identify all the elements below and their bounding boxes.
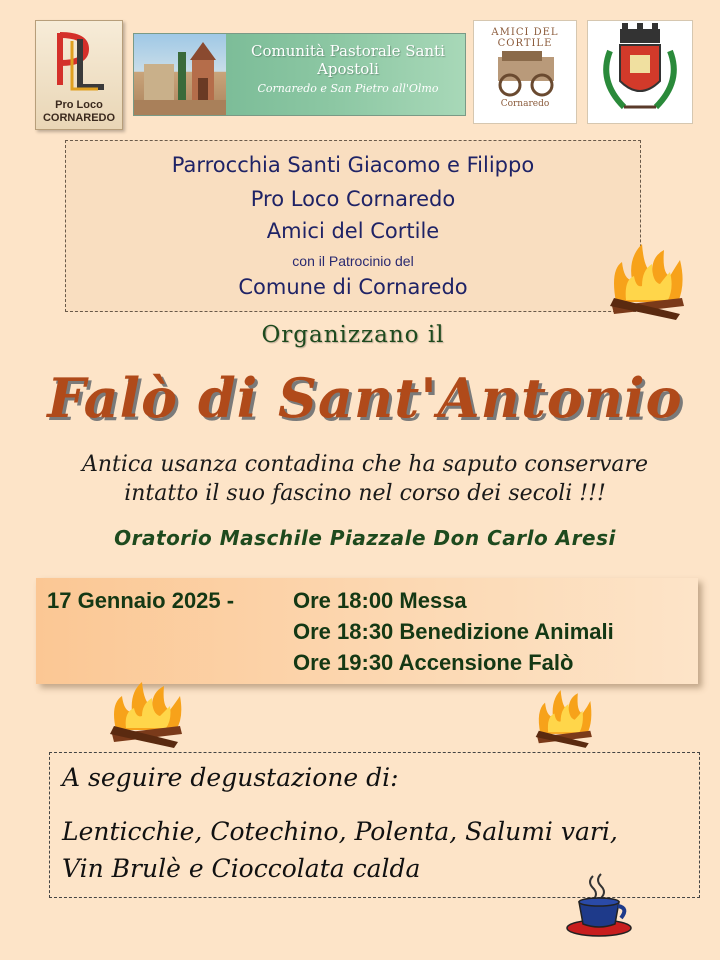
schedule-item: Ore 19:30 Accensione Falò	[293, 650, 574, 675]
comunita-pastorale-banner	[133, 33, 466, 116]
coffee-cup-icon	[563, 872, 633, 938]
banner-title: Comunità Pastorale Santi Apostoli	[251, 42, 445, 78]
bonfire-icon	[531, 686, 595, 752]
tasting-line-1: Lenticchie, Cotechino, Polenta, Salumi vari,	[62, 817, 618, 846]
amici-del-cortile-logo	[473, 20, 577, 124]
schedule-box	[36, 578, 698, 684]
tasting-line-2: Vin Brulè e Cioccolata calda	[62, 854, 421, 883]
bonfire-icon	[104, 680, 186, 750]
amici-logo-town: Cornaredo	[500, 99, 550, 109]
amici-logo-name: AMICI DEL CORTILE	[491, 27, 559, 49]
event-location: Oratorio Maschile Piazzale Don Carlo Aresi	[114, 526, 616, 550]
event-title: Falò di Sant'Antonio	[47, 366, 683, 430]
schedule-item: Ore 18:00 Messa	[293, 588, 467, 613]
organizer-pro-loco: Pro Loco Cornaredo	[250, 187, 456, 211]
comune-coat-of-arms	[587, 20, 693, 124]
coat-of-arms-icon	[588, 21, 692, 123]
schedule-date: 17 Gennaio 2025 -	[47, 588, 235, 613]
pro-loco-logo	[35, 20, 123, 130]
schedule-item: Ore 18:30 Benedizione Animali	[293, 619, 614, 644]
event-tagline	[0, 450, 720, 508]
organizers-box	[65, 140, 641, 312]
patronage-label: con il Patrocinio del	[292, 253, 414, 269]
pro-loco-mark-icon	[50, 29, 110, 93]
tasting-heading: A seguire degustazione di:	[62, 763, 399, 792]
tagline-line-2: intatto il suo fascino nel corso dei secoli !!!	[124, 481, 606, 506]
organizer-comune: Comune di Cornaredo	[238, 275, 468, 299]
organizer-parrocchia: Parrocchia Santi Giacomo e Filippo	[171, 153, 535, 177]
pro-loco-text: Pro Loco	[55, 99, 103, 111]
banner-subtitle: Cornaredo e San Pietro all'Olmo	[257, 82, 439, 95]
tagline-line-1: Antica usanza contadina che ha saputo conservare	[81, 452, 649, 477]
bonfire-icon	[606, 240, 688, 324]
intro-text: Organizzano il	[261, 322, 445, 348]
pro-loco-town: CORNAREDO	[42, 112, 116, 124]
organizer-amici: Amici del Cortile	[266, 219, 440, 243]
church-icon	[134, 34, 226, 116]
farm-cart-icon	[492, 47, 560, 97]
church-photo	[134, 34, 226, 116]
